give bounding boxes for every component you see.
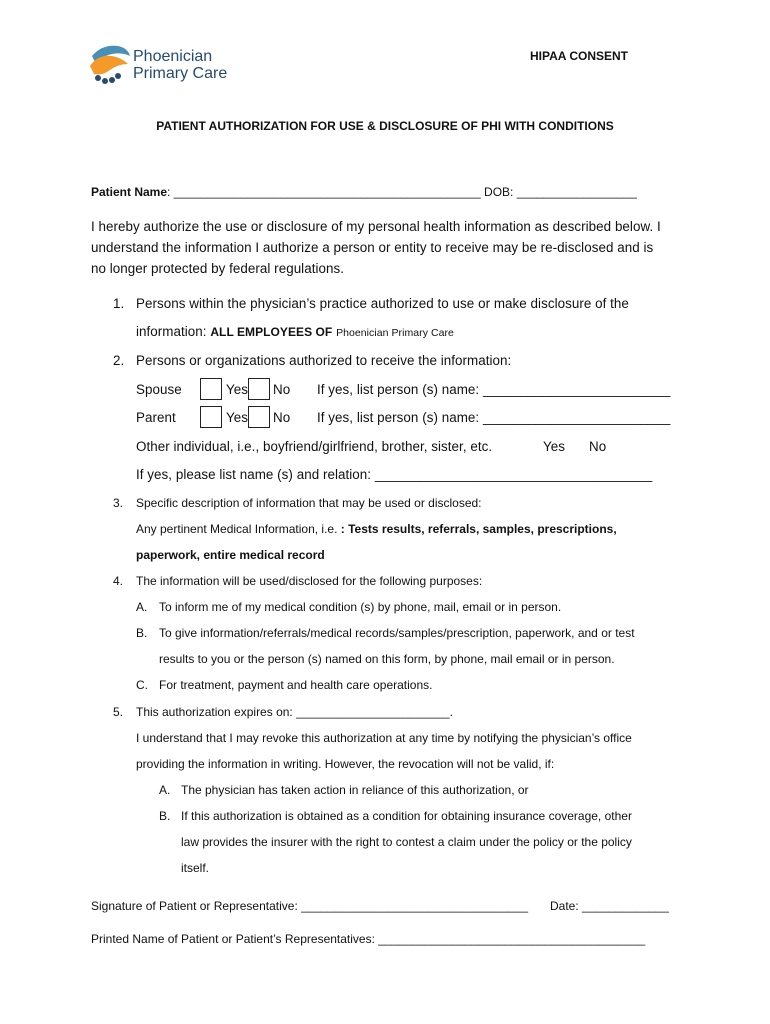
- spouse-no-label: No: [273, 382, 291, 397]
- date-field[interactable]: Date: _____________: [550, 899, 669, 913]
- item5-b-letter: B.: [159, 809, 171, 823]
- spouse-name-field[interactable]: If yes, list person (s) name: _________________________: [317, 382, 671, 397]
- item3-info-prefix: Any pertinent Medical Information, i.e.: [136, 522, 338, 536]
- spouse-label: Spouse: [136, 382, 182, 397]
- item3-line3: paperwork, entire medical record: [136, 548, 325, 562]
- parent-label: Parent: [136, 410, 176, 425]
- expiration-field[interactable]: This authorization expires on: _______________________.: [136, 705, 453, 719]
- spouse-no-checkbox[interactable]: [248, 378, 270, 400]
- item5-line3: providing the information in writing. However, the revocation will not be valid, if:: [136, 757, 555, 771]
- item4-number: 4.: [113, 574, 124, 588]
- relation-field[interactable]: If yes, please list name (s) and relation: _____________________________________: [136, 467, 653, 482]
- item1-line2: [136, 324, 454, 339]
- item5-b-text3: itself.: [181, 861, 210, 875]
- item5-number: 5.: [113, 705, 124, 719]
- parent-no-checkbox[interactable]: [248, 406, 270, 428]
- item5-line2: I understand that I may revoke this authorization at any time by notifying the physician’s office: [136, 731, 632, 745]
- other-yes-option[interactable]: Yes: [543, 439, 565, 454]
- item4-b-letter: B.: [136, 626, 148, 640]
- item1-all-employees: ALL EMPLOYEES OF: [210, 325, 333, 339]
- logo: [88, 40, 238, 90]
- signature-field[interactable]: Signature of Patient or Representative: __________________________________: [91, 899, 529, 913]
- item1-line1: Persons within the physician’s practice authorized to use or make disclosure of the: [136, 296, 629, 311]
- other-individual-label: Other individual, i.e., boyfriend/girlfriend, brother, sister, etc.: [136, 439, 493, 454]
- patient-name-label: Patient Name: [91, 185, 168, 199]
- parent-no-label: No: [273, 410, 291, 425]
- item4-line1: The information will be used/disclosed for the following purposes:: [136, 574, 483, 588]
- patient-name-row: [91, 185, 637, 199]
- item5-b-text1: If this authorization is obtained as a condition for obtaining insurance coverage, other: [181, 809, 632, 823]
- patient-name-field[interactable]: : ______________________________________________: [167, 185, 481, 199]
- item3-number: 3.: [113, 496, 124, 510]
- item1-number: 1.: [113, 296, 125, 311]
- item4-c-letter: C.: [136, 678, 148, 692]
- spouse-yes-label: Yes: [226, 382, 248, 397]
- intro-line-3: no longer protected by federal regulations.: [91, 261, 345, 276]
- item4-a-letter: A.: [136, 600, 148, 614]
- item3-line1: Specific description of information that may be used or disclosed:: [136, 496, 482, 510]
- item5-a-letter: A.: [159, 783, 171, 797]
- logo-hands-icon: [88, 40, 132, 86]
- logo-text-line1: Phoenician: [133, 48, 213, 65]
- spouse-yes-checkbox[interactable]: [200, 378, 222, 400]
- item4-a-text: To inform me of my medical condition (s) by phone, mail, email or in person.: [159, 600, 562, 614]
- item3-info-bold: : Tests results, referrals, samples, prescriptions,: [340, 522, 617, 536]
- page-title: PATIENT AUTHORIZATION FOR USE & DISCLOSURE OF PHI WITH CONDITIONS: [156, 119, 614, 133]
- other-no-option[interactable]: No: [589, 439, 607, 454]
- item2-number: 2.: [113, 353, 125, 368]
- parent-name-field[interactable]: If yes, list person (s) name: _________________________: [317, 410, 671, 425]
- item4-b-text2: results to you or the person (s) named on this form, by phone, mail email or in person.: [159, 652, 615, 666]
- item3-line2: [136, 522, 617, 536]
- document-label: HIPAA CONSENT: [530, 49, 629, 63]
- dob-field[interactable]: DOB: __________________: [484, 185, 637, 199]
- intro-line-2: understand the information I authorize a person or entity to receive may be re-disclosed and is: [91, 240, 654, 255]
- item5-a-text: The physician has taken action in reliance of this authorization, or: [181, 783, 529, 797]
- parent-yes-checkbox[interactable]: [200, 406, 222, 428]
- item1-info-label: information:: [136, 324, 207, 339]
- intro-line-1: I hereby authorize the use or disclosure of my personal health information as described below. I: [91, 219, 661, 234]
- item4-b-text1: To give information/referrals/medical records/samples/prescription, paperwork, and or test: [159, 626, 635, 640]
- item1-practice-name: Phoenician Primary Care: [336, 327, 454, 339]
- item2-line1: Persons or organizations authorized to receive the information:: [136, 353, 512, 368]
- printed-name-field[interactable]: Printed Name of Patient or Patient’s Representatives: ________________________________________: [91, 932, 646, 946]
- item5-b-text2: law provides the insurer with the right to contest a claim under the policy or the policy: [181, 835, 632, 849]
- logo-text-line2: Primary Care: [133, 65, 228, 82]
- item4-c-text: For treatment, payment and health care operations.: [159, 678, 433, 692]
- parent-yes-label: Yes: [226, 410, 248, 425]
